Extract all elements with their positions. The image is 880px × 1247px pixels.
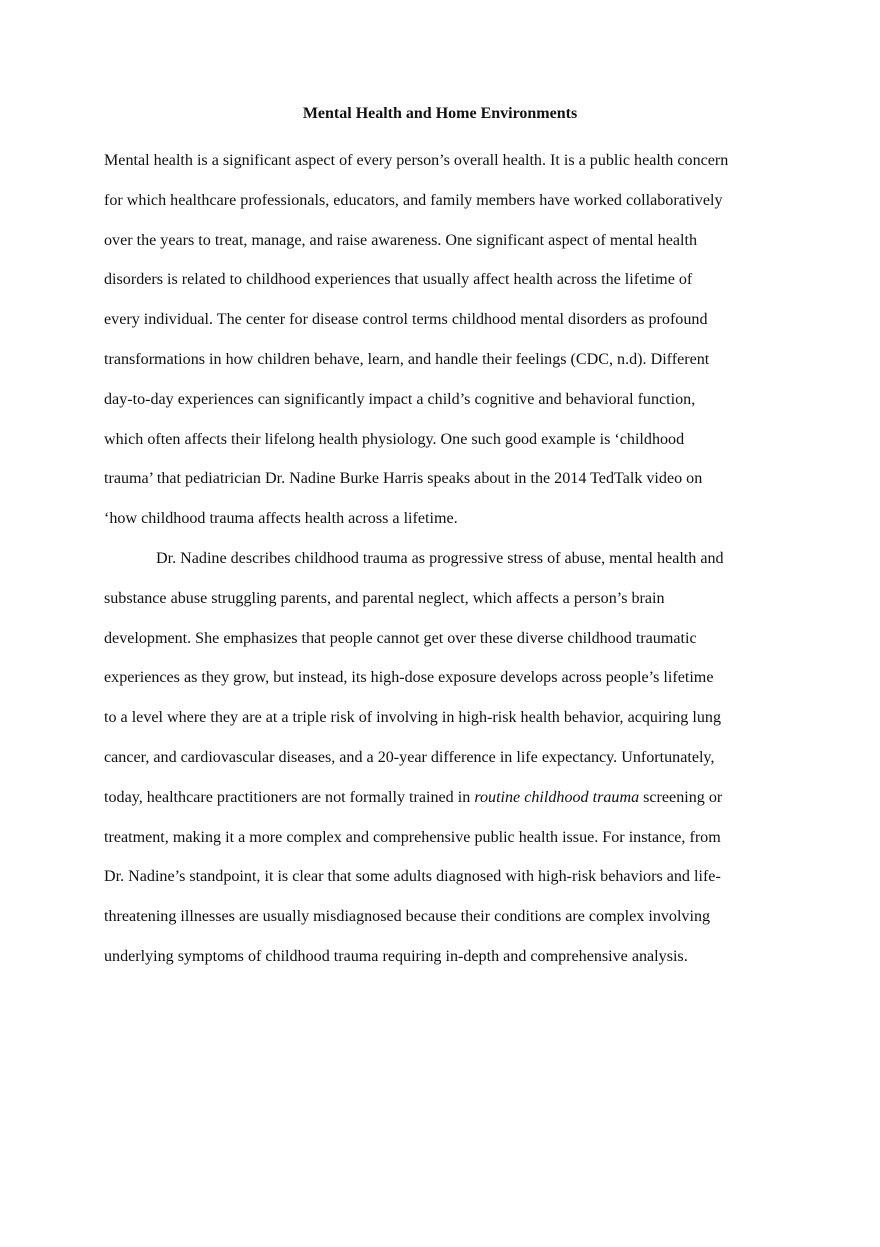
text-line: experiences as they grow, but instead, its high-dose exposure develops across people’s lifetime — [104, 669, 714, 687]
text-line: transformations in how children behave, learn, and handle their feelings (CDC, n.d). Different — [104, 350, 710, 368]
paragraph-1 — [104, 141, 776, 539]
text-line: to a level where they are at a triple risk of involving in high-risk health behavior, acquiring lung — [104, 709, 721, 727]
text-line: every individual. The center for disease control terms childhood mental disorders as profound — [104, 311, 708, 329]
text-line: Dr. Nadine’s standpoint, it is clear that some adults diagnosed with high-risk behaviors and life- — [104, 868, 721, 886]
text-line: underlying symptoms of childhood trauma requiring in-depth and comprehensive analysis. — [104, 947, 688, 965]
text-line: Mental health is a significant aspect of every person’s overall health. It is a public health concern — [104, 152, 729, 169]
text-segment: today, healthcare practitioners are not formally trained in — [104, 788, 475, 806]
document-title: Mental Health and Home Environments — [302, 105, 578, 122]
text-line: threatening illnesses are usually misdiagnosed because their conditions are complex involving — [104, 908, 711, 926]
text-line: ‘how childhood trauma affects health across a lifetime. — [104, 510, 458, 528]
text-line: disorders is related to childhood experiences that usually affect health across the lifetime of — [104, 271, 693, 289]
paragraph-2 — [104, 539, 776, 977]
text-line: which often affects their lifelong health physiology. One such good example is ‘childhood — [104, 430, 685, 448]
text-line: cancer, and cardiovascular diseases, and a 20-year difference in life expectancy. Unfortunately, — [104, 748, 715, 766]
text-line: day-to-day experiences can significantly impact a child’s cognitive and behavioral function, — [104, 390, 696, 408]
text-line: treatment, making it a more complex and comprehensive public health issue. For instance, from — [104, 828, 721, 846]
text-segment: screening or — [639, 788, 723, 806]
text-line: substance abuse struggling parents, and parental neglect, which affects a person’s brain — [104, 589, 665, 607]
text-line: for which healthcare professionals, educators, and family members have worked collaboratively — [104, 191, 723, 209]
italic-phrase: routine childhood trauma — [474, 788, 640, 806]
text-line — [104, 778, 776, 818]
text-line: Dr. Nadine describes childhood trauma as progressive stress of abuse, mental health and — [156, 549, 724, 567]
text-line: development. She emphasizes that people cannot get over these diverse childhood traumatic — [104, 629, 697, 647]
text-line: trauma’ that pediatrician Dr. Nadine Burke Harris speaks about in the 2014 TedTalk video on — [104, 470, 703, 488]
document-body — [104, 101, 776, 977]
text-line: over the years to treat, manage, and raise awareness. One significant aspect of mental health — [104, 231, 697, 249]
